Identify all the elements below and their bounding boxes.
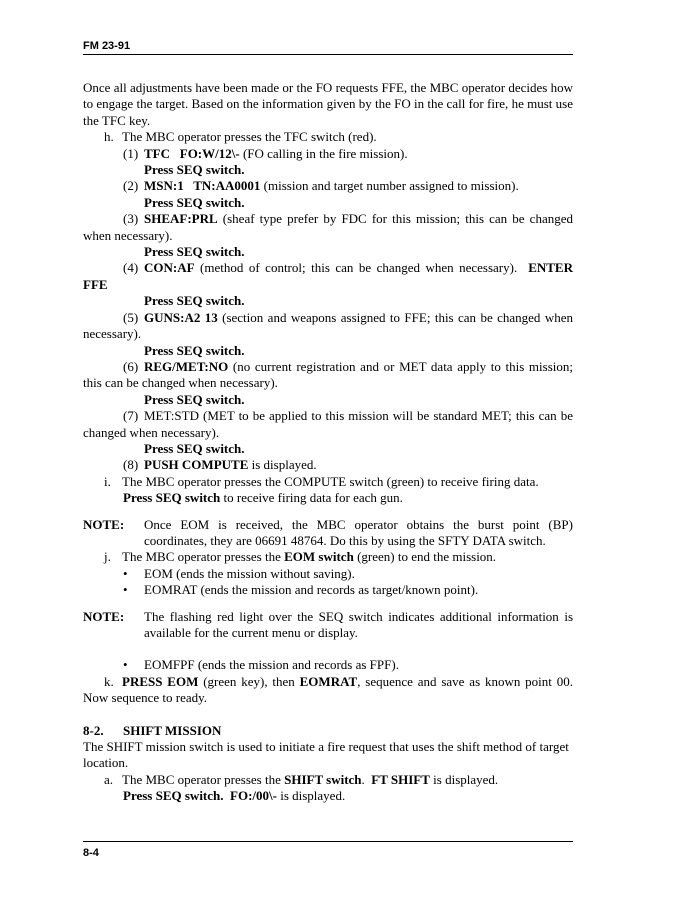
seq-instruction: Press SEQ switch. [144,391,245,407]
list-item: • EOMRAT (ends the mission and records as target/known point). [123,582,479,598]
substep-8: (8) PUSH COMPUTE is displayed. [123,457,317,473]
substep-1: (1) TFC FO:W/12\- (FO calling in the fire mission). [123,145,408,161]
header-rule [83,54,573,55]
page-number: 8-4 [83,847,99,859]
substep-6: (6) REG/MET:NO (no current registration and or MET data apply to this mission; this can be changed when necessary). [83,358,573,391]
footer-rule [83,841,573,842]
list-item: • EOMFPF (ends the mission and records as FPF). [123,657,399,673]
document-body [83,80,573,805]
list-item: • EOM (ends the mission without saving). [123,565,355,581]
step-h: h. The MBC operator presses the TFC switch (red). [104,129,377,145]
substep-2: (2) MSN:1 TN:AA0001 (mission and target number assigned to mission). [123,178,519,194]
seq-instruction: Press SEQ switch. [144,244,245,260]
seq-instruction: Press SEQ switch. [144,162,245,178]
bullet-icon: • [123,582,128,598]
bullet-icon: • [123,565,128,581]
intro-paragraph: Once all adjustments have been made or the FO requests FFE, the MBC operator decides how to engage the target. Based on the information given by the FO in the call for fire, he must use the TFC key. [83,80,573,128]
substep-3: (3) SHEAF:PRL (sheaf type prefer by FDC for this mission; this can be changed when necessary). [83,211,573,243]
section-heading: 8-2. SHIFT MISSION [83,722,222,738]
step-i-continuation: Press SEQ switch to receive firing data for each gun. [123,490,403,506]
seq-instruction: Press SEQ switch. [144,342,245,358]
seq-instruction: Press SEQ switch. [144,440,245,456]
step-a: a. The MBC operator presses the SHIFT switch. FT SHIFT is displayed. [104,771,499,787]
step-a-continuation: Press SEQ switch. FO:/00\- is displayed. [123,788,346,804]
bullet-icon: • [123,657,128,673]
substep-4: (4) CON:AF (method of control; this can be changed when necessary). ENTER FFE [83,260,573,292]
page-header: FM 23-91 [83,40,131,52]
step-j: j. The MBC operator presses the EOM switch (green) to end the mission. [104,549,497,565]
substep-7: (7) MET:STD (MET to be applied to this mission will be standard MET; this can be changed when necessary). [83,408,573,440]
substep-5: (5) GUNS:A2 13 (section and weapons assigned to FFE; this can be changed when necessary). [83,309,573,342]
step-i: i. The MBC operator presses the COMPUTE switch (green) to receive firing data. [104,473,539,489]
seq-instruction: Press SEQ switch. [144,194,245,210]
seq-instruction: Press SEQ switch. [144,293,245,309]
step-k: k. PRESS EOM (green key), then EOMRAT, sequence and save as known point 00. Now sequence to ready. [83,673,573,706]
note-burst-point: NOTE: Once EOM is received, the MBC operator obtains the burst point (BP) coordinates, they are 06691 48764. Do this by using the SFTY DATA switch. [83,516,573,548]
note-flashing-light: NOTE: The flashing red light over the SEQ switch indicates additional information is available for the current menu or display. [83,608,573,640]
section-paragraph: The SHIFT mission switch is used to initiate a fire request that uses the shift method of target location. [83,739,569,771]
